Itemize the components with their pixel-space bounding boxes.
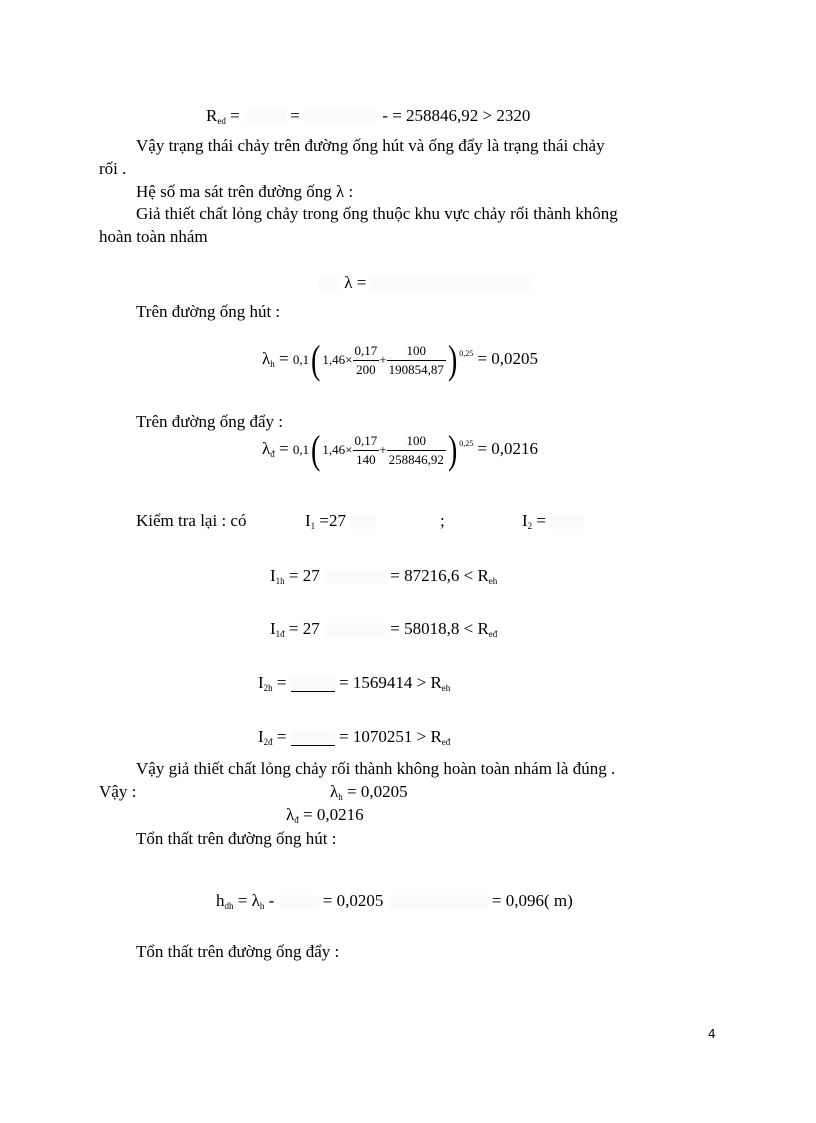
i2-definition: I2 = [522,511,584,531]
i1d-check: I1đ = 27 = 58018,8 < Ređ [270,619,498,639]
conclusion-lambda-d: λđ = 0,0216 [286,805,364,825]
lambda-general-formula: λ = [318,273,531,293]
label-vay: Vậy : [99,782,137,801]
paragraph-assumption-2: hoàn toàn nhám [99,227,208,246]
i1h-check: I1h = 27 = 87216,6 < Reh [270,566,498,586]
paragraph-friction: Hệ số ma sát trên đường ống λ : [136,182,354,201]
lambda-d-formula: λđ = 0,1( 1,46× $\frac{0,17}{140}$ + $\frac{100}{258846,92}$ ) $^{0,25}$ = 0,0216 [262,427,539,472]
heading-loss-discharge: Tổn thất trên đường ống đẩy : [136,942,340,961]
conclusion-lambda-h: λh = 0,0205 [330,782,408,802]
check-label: Kiểm tra lại : có [136,511,247,530]
heading-suction-pipe: Trên đường ống hút : [136,302,281,321]
red-equation: Red = = - = 258846,92 > 2320 [206,106,531,126]
page-number: 4 [708,1027,716,1041]
heading-discharge-pipe: Trên đường ống đẩy : [136,412,283,431]
hdh-formula: hdh = λh - = 0,0205 = 0,096( m) [216,891,573,911]
paragraph-flow-state-2: rối . [99,159,127,178]
paragraph-assumption-1: Giả thiết chất lỏng chảy trong ống thuộc khu vực chảy rối thành không [136,204,618,223]
paragraph-conclusion: Vậy giả thiết chất lỏng chảy rối thành không hoàn toàn nhám là đúng . [136,759,616,778]
semicolon: ; [440,511,445,530]
i2d-check: I2đ = = 1070251 > Ređ [258,727,451,747]
i2h-check: I2h = = 1569414 > Reh [258,673,451,693]
i1-definition: I1 =27 [305,511,376,531]
heading-loss-suction: Tổn thất trên đường ống hút : [136,829,337,848]
paragraph-flow-state-1: Vậy trạng thái chảy trên đường ống hút và ống đẩy là trạng thái chảy [136,136,605,155]
lambda-h-formula: λh = 0,1( 1,46× $\frac{0,17}{200}$ + $\frac{100}{190854,87}$ ) $^{0,25}$ = 0,0205 [262,337,539,382]
